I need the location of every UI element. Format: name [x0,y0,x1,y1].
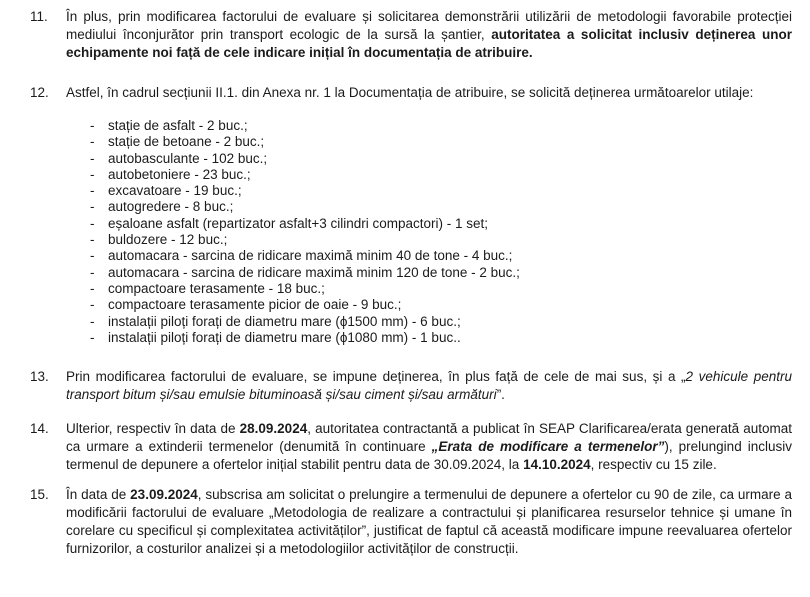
equipment-list-item [90,314,792,330]
equipment-list [66,118,792,346]
paragraph-number: 13. [30,369,49,385]
paragraph-content [66,8,792,62]
paragraph-text [66,420,792,474]
text-segment-normal: ), prelungind inclusiv termenul de depunere a ofertelor inițial stabilit pentru data de 30.09.2024, la [66,439,792,473]
text-segment-normal: , subscrisa am solicitat o prelungire a termenului de depunere a ofertelor cu 90 de zile, ca urmare a modificării factorului de evaluare „Metodologia de realizare a contractului și planificarea resurselor tehnice și umane în corelare cu specificul și complexitatea activităților”, justificat de faptul că această modificare impune reevaluarea ofertelor furnizorilor, a costurilor analizei și a metodologiilor activităților de construcții. [66,487,792,557]
paragraph-number: 15. [30,487,49,503]
equipment-list-item-text: autobetoniere - 23 buc.; [108,166,251,182]
text-segment-bold: 14.10.2024 [523,457,591,473]
equipment-list-item-text: stație de betoane - 2 buc.; [108,134,265,150]
equipment-list-item [90,151,792,167]
dash-bullet: - [90,118,95,133]
equipment-list-item [90,248,792,264]
dash-bullet: - [90,215,95,231]
dash-bullet: - [90,280,95,296]
equipment-list-item-text: compactoare terasamente - 18 buc.; [108,280,325,296]
dash-bullet: - [90,248,95,264]
paragraph-content [66,368,792,404]
equipment-list-item-text: buldozere - 12 buc.; [108,232,228,248]
text-segment-normal: , autoritatea contractantă a publicat în SEAP Clarificarea/erata generată automat ca urmare a extinderii termenelor (denumită în continuare [66,421,792,455]
equipment-list-item [90,167,792,183]
equipment-list-item-text: excavatoare - 19 buc.; [108,183,242,199]
paragraph-number: 12. [30,85,49,100]
equipment-list-item [90,199,792,215]
text-segment-bold: 28.09.2024 [239,421,308,437]
equipment-list-item [90,183,792,199]
paragraph-content [66,84,792,346]
dash-bullet: - [90,134,95,150]
numbered-paragraph-11 [30,8,792,62]
text-segment-bold-italic: „Erata de modificare a termenelor” [431,439,665,455]
text-segment-normal: ”. [496,387,505,403]
document-body [30,8,792,558]
text-segment-italic: 2 vehicule pentru transport bitum și/sau emulsie bituminoasă și/sau ciment și/sau armături [66,369,792,403]
paragraph-number: 14. [30,421,49,437]
text-segment-normal: Ulterior, respectiv în data de [66,421,240,437]
text-segment-normal: În data de [66,487,131,503]
paragraph-text [66,84,792,102]
numbered-paragraph-13 [30,368,792,404]
equipment-list-item-text: autogredere - 8 buc.; [108,199,234,215]
dash-bullet: - [90,297,95,313]
equipment-list-item [90,330,792,346]
equipment-list-item-text: instalații piloți forați de diametru mare (ϕ1500 mm) - 6 buc.; [108,313,461,329]
dash-bullet: - [90,183,95,199]
dash-bullet: - [90,150,95,166]
text-segment-bold: autoritatea a solicitat inclusiv deținerea unor echipamente noi față de cele indicare inițial în documentația de atribuire. [66,27,792,60]
equipment-list-item-text: compactoare terasamente picior de oaie - 9 buc.; [108,297,402,313]
equipment-list-item-text: stație de asfalt - 2 buc.; [108,118,248,133]
dash-bullet: - [90,232,95,248]
text-segment-normal: Prin modificarea factorului de evaluare, se impune deținerea, în plus față de cele de mai sus, și a „ [66,369,686,385]
equipment-list-item [90,281,792,297]
dash-bullet: - [90,313,95,329]
text-segment-normal: În plus, prin modificarea factorului de evaluare și solicitarea demonstrării utilizării de metodologii favorabile protecției mediului înconjurător prin transport ecologic de la sursă la șantier, [66,9,792,42]
numbered-paragraph-12 [30,84,792,346]
equipment-list-item [90,118,792,134]
equipment-list-item-text: autobasculante - 102 buc.; [108,150,268,166]
equipment-list-item-text: instalații piloți forați de diametru mare (ϕ1080 mm) - 1 buc.. [108,329,461,345]
paragraph-text [66,486,792,558]
text-segment-bold: 23.09.2024 [130,487,198,503]
equipment-list-item [90,134,792,150]
paragraph-number: 11. [30,9,48,24]
equipment-list-item [90,297,792,313]
paragraph-text [66,8,792,62]
text-segment-normal: Astfel, în cadrul secțiunii II.1. din Anexa nr. 1 la Documentația de atribuire, se solicită deținerea următoarelor utilaje: [66,85,754,100]
paragraph-content [66,486,792,558]
paragraph-text [66,368,792,404]
numbered-paragraph-15 [30,486,792,558]
equipment-list-item-text: eșaloane asfalt (repartizator asfalt+3 cilindri compactori) - 1 set; [108,215,489,231]
dash-bullet: - [90,264,95,280]
equipment-list-item-text: automacara - sarcina de ridicare maximă minim 40 de tone - 4 buc.; [108,248,513,264]
equipment-list-item [90,232,792,248]
equipment-list-item-text: automacara - sarcina de ridicare maximă minim 120 de tone - 2 buc.; [108,264,520,280]
numbered-paragraph-14 [30,420,792,474]
equipment-list-item [90,216,792,232]
dash-bullet: - [90,199,95,215]
dash-bullet: - [90,166,95,182]
dash-bullet: - [90,329,95,345]
text-segment-normal: , respectiv cu 15 zile. [590,457,717,473]
equipment-list-item [90,265,792,281]
paragraph-content [66,420,792,474]
